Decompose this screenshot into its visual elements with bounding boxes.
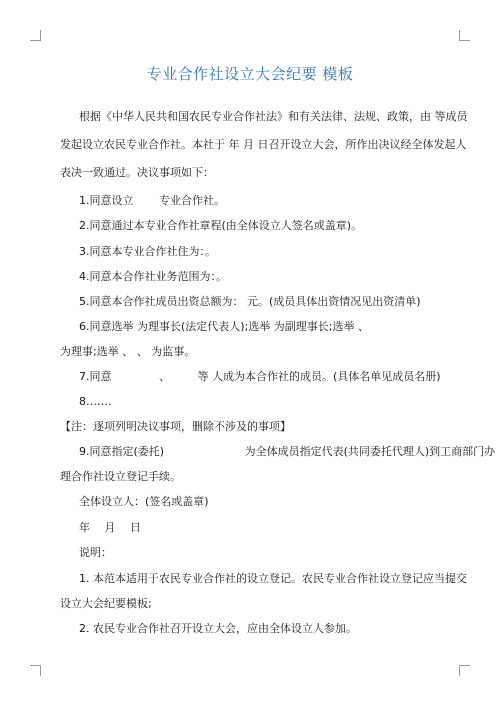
editing-note: 【注：逐项列明决议事项，删除不涉及的事项】 [60,420,291,433]
resolution-item-9b: 理合作社设立登记手续。 [60,470,181,483]
resolution-item-1: 1.同意设立 专业合作社。 [79,194,225,207]
resolution-item-2: 2.同意通过本专业合作社章程(由全体设立人签名或盖章)。 [79,219,363,232]
resolution-item-8: 8……. [79,395,112,408]
resolution-item-6a: 6.同意选举 为理事长(法定代表人);选举 为副理事长;选举 、 [79,320,369,333]
resolution-item-4: 4.同意本合作社业务范围为：。 [79,270,227,283]
document-title: 专业合作社设立大会纪要 模板 [146,65,354,83]
explanation-line-3: 2. 农民专业合作社召开设立大会，应由全体设立人参加。 [79,622,357,635]
explanation-heading: 说明： [79,546,112,559]
crop-mark-top-left [30,30,41,41]
resolution-item-9a: 9.同意指定(委托) 为全体成员指定代表(共同委托代理人)到工商部门办 [79,445,496,458]
crop-mark-bottom-right [459,665,470,676]
signature-line: 全体设立人：(签名或盖章) [79,495,209,508]
crop-mark-bottom-left [30,665,41,676]
explanation-line-2: 设立大会纪要模板; [60,597,152,610]
resolution-item-6b: 为理事;选举 、 、 为监事。 [60,345,196,358]
resolution-item-3: 3.同意本专业合作社住为：。 [79,245,216,258]
resolution-item-7: 7.同意 、 等 人成为本合作社的成员。(具体名单见成员名册) [79,370,441,383]
crop-mark-top-right [459,30,470,41]
date-line: 年 月 日 [79,521,141,534]
intro-line-3: 表决一致通过。决议事项如下： [60,166,214,179]
resolution-item-5: 5.同意本合作社成员出资总额为： 元。(成员具体出资情况见出资清单) [79,295,421,308]
intro-line-2: 发起设立农民专业合作社。本社于 年 月 日召开设立大会，所作出决议经全体发起人 [60,138,467,151]
intro-line-1: 根据《中华人民共和国农民专业合作社法》和有关法律、法规、政策，由 等成员 [79,110,468,123]
explanation-line-1: 1. 本范本适用于农民专业合作社的设立登记。农民专业合作社设立登记应当提交 [79,572,467,585]
